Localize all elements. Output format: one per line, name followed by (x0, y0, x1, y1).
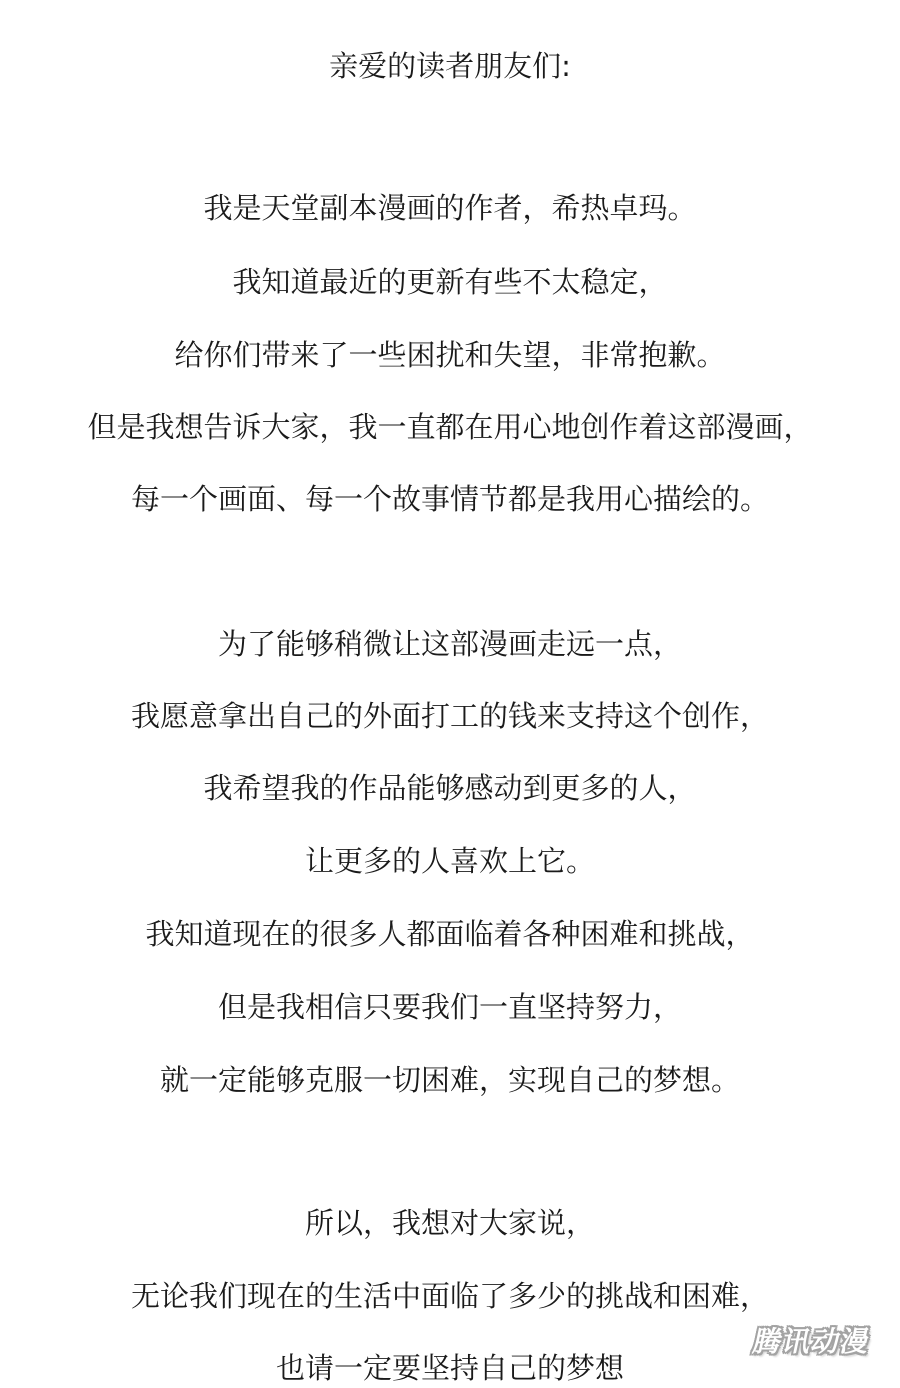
letter-line: 我知道最近的更新有些不太稳定， (232, 265, 668, 299)
letter-line: 为了能够稍微让这部漫画走远一点， (217, 627, 682, 661)
letter-line: 但是我相信只要我们一直坚持努力， (217, 990, 682, 1024)
letter-line: 每一个画面、每一个故事情节都是我用心描绘的。 (130, 482, 769, 516)
letter-line: 无论我们现在的生活中面临了多少的挑战和困难， (130, 1279, 769, 1313)
letter-line: 所以，我想对大家说， (304, 1206, 595, 1240)
letter-line: 我知道现在的很多人都面临着各种困难和挑战， (145, 917, 755, 951)
letter-line: 就一定能够克服一切困难，实现自己的梦想。 (159, 1063, 740, 1097)
letter-line: 但是我想告诉大家，我一直都在用心地创作着这部漫画， (87, 410, 813, 444)
letter-line: 我愿意拿出自己的外面打工的钱来支持这个创作， (130, 699, 769, 733)
letter-line: 我希望我的作品能够感动到更多的人， (203, 771, 697, 805)
letter-line: 让更多的人喜欢上它。 (304, 844, 595, 878)
letter-line: 我是天堂副本漫画的作者，希热卓玛。 (203, 191, 697, 225)
tencent-comic-watermark-logo: 腾讯动漫 (750, 1325, 874, 1358)
greeting: 亲爱的读者朋友们: (329, 49, 571, 83)
letter-line: 给你们带来了一些困扰和失望，非常抱歉。 (174, 338, 726, 372)
letter-line-cut-off: 也请一定要坚持自己的梦想 (275, 1351, 624, 1385)
